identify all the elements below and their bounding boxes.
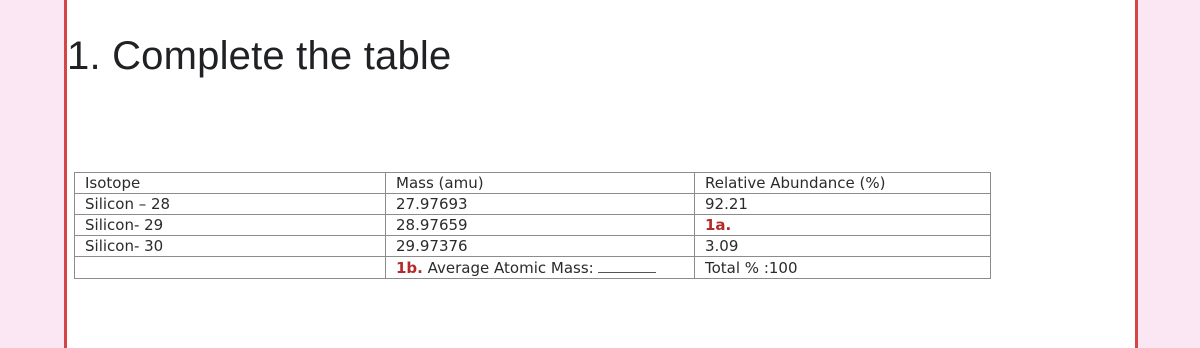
average-mass-cell [386, 257, 695, 279]
average-mass-label: Average Atomic Mass: [427, 258, 594, 277]
mass-cell: 29.97376 [386, 236, 695, 257]
table-row [75, 194, 991, 215]
abundance-cell: 3.09 [695, 236, 991, 257]
total-cell: Total % :100 [695, 257, 991, 279]
empty-cell [75, 257, 386, 279]
header-isotope: Isotope [75, 173, 386, 194]
table-row [75, 215, 991, 236]
question-1b-label: 1b. [396, 258, 423, 277]
isotope-cell: Silicon- 29 [75, 215, 386, 236]
mass-cell: 27.97693 [386, 194, 695, 215]
abundance-cell: 92.21 [695, 194, 991, 215]
abundance-cell [695, 215, 991, 236]
isotope-table [74, 172, 991, 279]
isotope-cell: Silicon – 28 [75, 194, 386, 215]
question-title: 1. Complete the table [67, 34, 452, 78]
header-mass: Mass (amu) [386, 173, 695, 194]
answer-blank [598, 260, 656, 273]
table-row [75, 236, 991, 257]
table-header-row [75, 173, 991, 194]
table-footer-row [75, 257, 991, 279]
question-1a-label: 1a. [705, 216, 732, 234]
header-abundance: Relative Abundance (%) [695, 173, 991, 194]
isotope-cell: Silicon- 30 [75, 236, 386, 257]
mass-cell: 28.97659 [386, 215, 695, 236]
